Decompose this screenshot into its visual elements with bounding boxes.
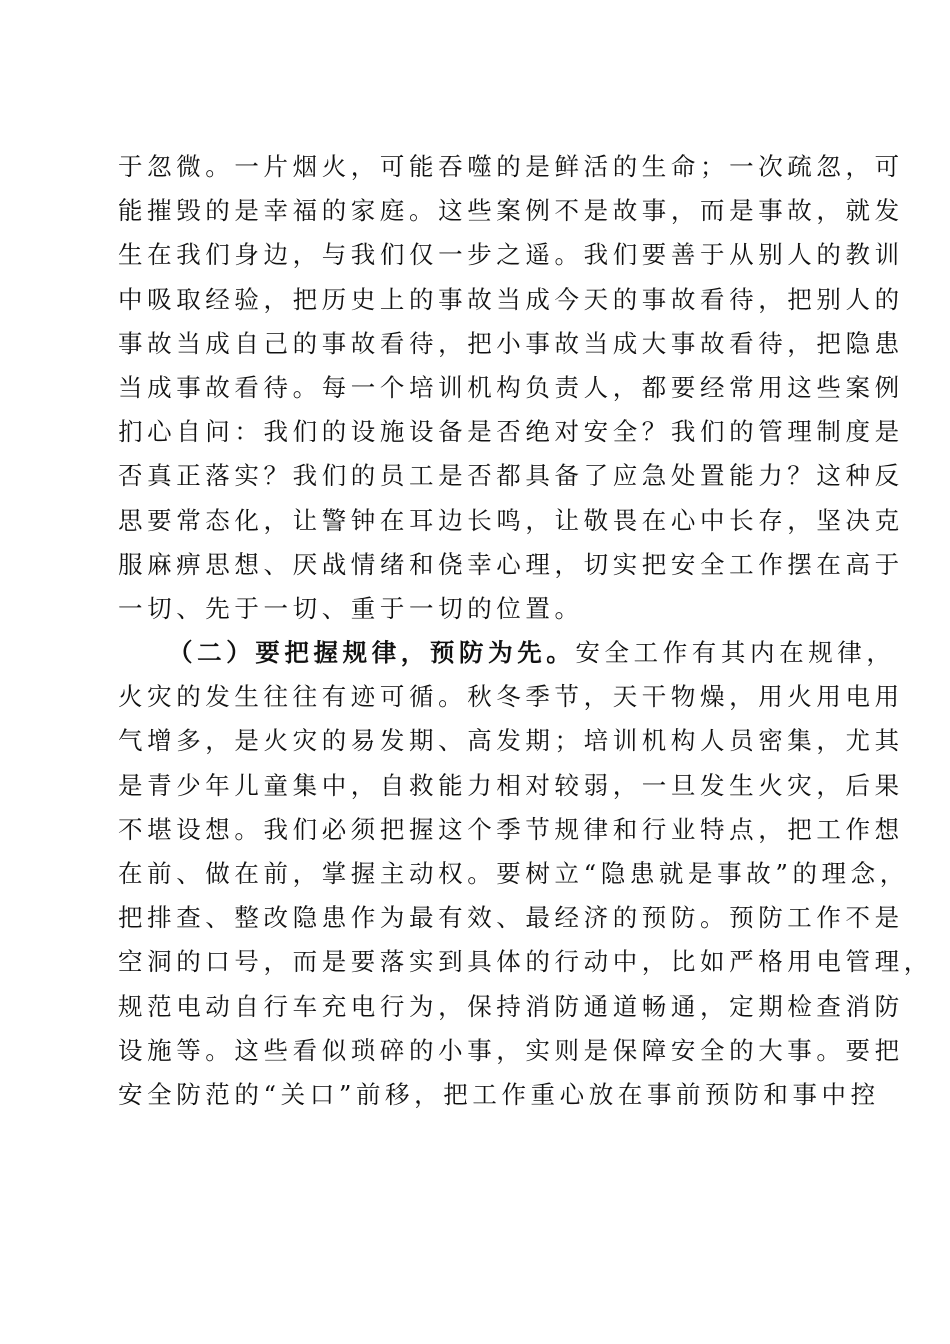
paragraph-1-line: 当成事故看待。每一个培训机构负责人，都要经常用这些案例 (118, 372, 904, 402)
paragraph-2-line: 在前、做在前，掌握主动权。要树立“隐患就是事故”的理念， (118, 859, 909, 888)
paragraph-1-line: 生在我们身边，与我们仅一步之遥。我们要善于从别人的教训 (118, 240, 904, 270)
paragraph-1-line: 一切、先于一切、重于一切的位置。 (118, 593, 584, 623)
paragraph-2-line: 空洞的口号，而是要落实到具体的行动中，比如严格用电管理， (118, 947, 933, 977)
paragraph-2-line: 是青少年儿童集中，自救能力相对较弱，一旦发生火灾，后果 (118, 770, 904, 800)
document-body (118, 145, 933, 1117)
paragraph-2-line: 规范电动自行车充电行为，保持消防通道畅通，定期检查消防 (118, 991, 904, 1021)
paragraph-2-line: 把排查、整改隐患作为最有效、最经济的预防。预防工作不是 (118, 903, 904, 933)
section-heading: （二）要把握规律，预防为先。 (168, 638, 576, 668)
paragraph-1-line: 否真正落实？我们的员工是否都具备了应急处置能力？这种反 (118, 461, 904, 491)
paragraph-2-line: 不堪设想。我们必须把握这个季节规律和行业特点，把工作想 (118, 814, 904, 844)
paragraph-1-line: 中吸取经验，把历史上的事故当成今天的事故看待，把别人的 (118, 284, 904, 314)
paragraph-1-line: 能摧毁的是幸福的家庭。这些案例不是故事，而是事故，就发 (118, 196, 904, 226)
paragraph-2-line: 设施等。这些看似琐碎的小事，实则是保障安全的大事。要把 (118, 1035, 904, 1065)
paragraph-2-first-line (118, 631, 896, 675)
paragraph-2-line: 火灾的发生往往有迹可循。秋冬季节，天干物燥，用火用电用 (118, 682, 904, 712)
paragraph-1-line: 于忽微。一片烟火，可能吞噬的是鲜活的生命；一次疏忽，可 (118, 152, 904, 181)
paragraph-2-line: 安全防范的“关口”前移，把工作重心放在事前预防和事中控 (118, 1079, 880, 1109)
paragraph-1-line: 思要常态化，让警钟在耳边长鸣，让敬畏在心中长存，坚决克 (118, 505, 904, 535)
paragraph-2-first-line-text: 安全工作有其内在规律， (575, 638, 896, 668)
paragraph-1-line: 扪心自问：我们的设施设备是否绝对安全？我们的管理制度是 (118, 417, 904, 447)
paragraph-1-line: 事故当成自己的事故看待，把小事故当成大事故看待，把隐患 (118, 328, 904, 358)
paragraph-1-line: 服麻痹思想、厌战情绪和侥幸心理，切实把安全工作摆在高于 (118, 549, 904, 579)
paragraph-2-line: 气增多，是火灾的易发期、高发期；培训机构人员密集，尤其 (118, 726, 904, 756)
